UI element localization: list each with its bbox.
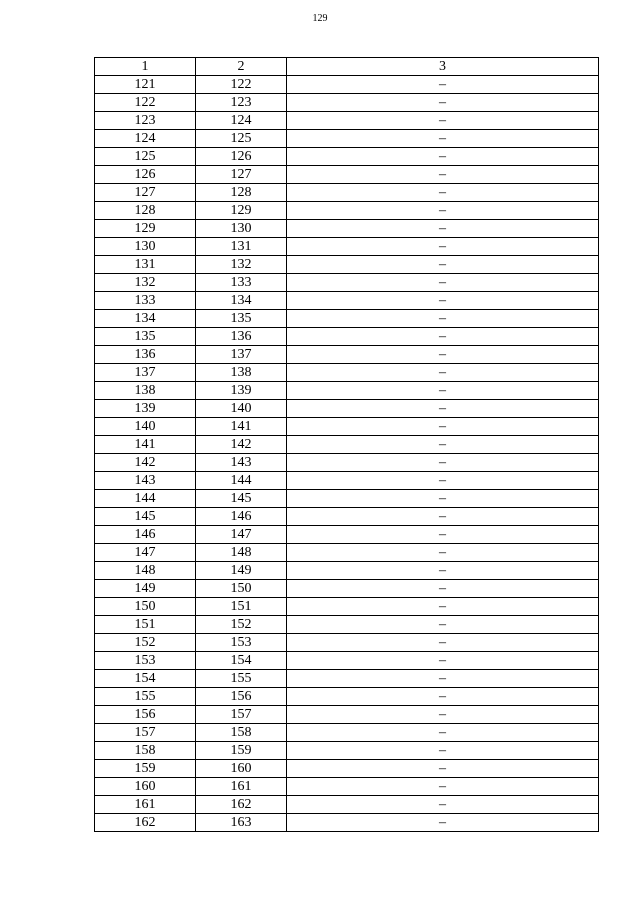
table-cell-col2: 129 xyxy=(196,202,287,220)
table-cell-col2: 145 xyxy=(196,490,287,508)
table-cell-col1: 146 xyxy=(95,526,196,544)
table-cell-col1: 125 xyxy=(95,148,196,166)
table-cell-col2: 135 xyxy=(196,310,287,328)
table-cell-col2: 123 xyxy=(196,94,287,112)
table-cell-col1: 122 xyxy=(95,94,196,112)
table-cell-col3: – xyxy=(287,652,599,670)
table-cell-col1: 162 xyxy=(95,814,196,832)
table-cell-col2: 142 xyxy=(196,436,287,454)
table-row xyxy=(95,508,599,526)
table-row xyxy=(95,490,599,508)
column-header-1: 1 xyxy=(95,58,196,76)
table-cell-col3: – xyxy=(287,814,599,832)
table-cell-col3: – xyxy=(287,526,599,544)
table-cell-col3: – xyxy=(287,346,599,364)
table-cell-col3: – xyxy=(287,418,599,436)
table-cell-col3: – xyxy=(287,724,599,742)
table-cell-col3: – xyxy=(287,220,599,238)
table-cell-col3: – xyxy=(287,688,599,706)
table-cell-col3: – xyxy=(287,364,599,382)
table-cell-col1: 158 xyxy=(95,742,196,760)
table-cell-col2: 128 xyxy=(196,184,287,202)
table-row xyxy=(95,742,599,760)
data-table xyxy=(94,57,599,832)
table-row xyxy=(95,652,599,670)
table-cell-col3: – xyxy=(287,238,599,256)
table-cell-col1: 127 xyxy=(95,184,196,202)
table-row xyxy=(95,634,599,652)
table-cell-col3: – xyxy=(287,508,599,526)
table-cell-col2: 150 xyxy=(196,580,287,598)
table-cell-col1: 140 xyxy=(95,418,196,436)
table-cell-col1: 123 xyxy=(95,112,196,130)
table-cell-col2: 141 xyxy=(196,418,287,436)
table-row xyxy=(95,562,599,580)
table-cell-col3: – xyxy=(287,778,599,796)
table-cell-col2: 163 xyxy=(196,814,287,832)
table-row xyxy=(95,382,599,400)
table-cell-col1: 149 xyxy=(95,580,196,598)
table-cell-col1: 134 xyxy=(95,310,196,328)
table-cell-col1: 151 xyxy=(95,616,196,634)
table-row xyxy=(95,310,599,328)
table-cell-col2: 134 xyxy=(196,292,287,310)
table-cell-col2: 147 xyxy=(196,526,287,544)
table-row xyxy=(95,274,599,292)
table-cell-col2: 126 xyxy=(196,148,287,166)
table-row xyxy=(95,688,599,706)
table-cell-col3: – xyxy=(287,184,599,202)
table-cell-col3: – xyxy=(287,706,599,724)
table-cell-col1: 130 xyxy=(95,238,196,256)
table-cell-col3: – xyxy=(287,634,599,652)
table-cell-col1: 128 xyxy=(95,202,196,220)
table-cell-col2: 146 xyxy=(196,508,287,526)
table-cell-col1: 137 xyxy=(95,364,196,382)
table-cell-col2: 125 xyxy=(196,130,287,148)
table-cell-col3: – xyxy=(287,166,599,184)
table-row xyxy=(95,328,599,346)
table-cell-col1: 131 xyxy=(95,256,196,274)
table-cell-col2: 127 xyxy=(196,166,287,184)
table-cell-col2: 159 xyxy=(196,742,287,760)
table-row xyxy=(95,544,599,562)
table-cell-col2: 153 xyxy=(196,634,287,652)
table-cell-col1: 144 xyxy=(95,490,196,508)
table-cell-col1: 136 xyxy=(95,346,196,364)
table-cell-col2: 155 xyxy=(196,670,287,688)
table-row xyxy=(95,238,599,256)
table-cell-col1: 148 xyxy=(95,562,196,580)
table-cell-col1: 135 xyxy=(95,328,196,346)
table-cell-col1: 126 xyxy=(95,166,196,184)
table-row xyxy=(95,454,599,472)
table-cell-col1: 160 xyxy=(95,778,196,796)
table-cell-col1: 129 xyxy=(95,220,196,238)
table-row xyxy=(95,616,599,634)
table-row xyxy=(95,526,599,544)
table-cell-col1: 156 xyxy=(95,706,196,724)
header-row xyxy=(95,58,599,76)
table-cell-col2: 143 xyxy=(196,454,287,472)
table-cell-col3: – xyxy=(287,436,599,454)
table-row xyxy=(95,706,599,724)
table-cell-col3: – xyxy=(287,580,599,598)
table-cell-col2: 156 xyxy=(196,688,287,706)
table-cell-col3: – xyxy=(287,130,599,148)
table-row xyxy=(95,418,599,436)
table-cell-col2: 138 xyxy=(196,364,287,382)
table-cell-col1: 139 xyxy=(95,400,196,418)
table-cell-col3: – xyxy=(287,742,599,760)
table-cell-col3: – xyxy=(287,328,599,346)
table-row xyxy=(95,760,599,778)
table-row xyxy=(95,472,599,490)
table-cell-col1: 145 xyxy=(95,508,196,526)
table-row xyxy=(95,724,599,742)
table-row xyxy=(95,292,599,310)
table-row xyxy=(95,202,599,220)
table-row xyxy=(95,112,599,130)
table-row xyxy=(95,76,599,94)
table-cell-col2: 137 xyxy=(196,346,287,364)
table-cell-col1: 157 xyxy=(95,724,196,742)
table-cell-col3: – xyxy=(287,76,599,94)
table-row xyxy=(95,400,599,418)
table-row xyxy=(95,94,599,112)
table-cell-col3: – xyxy=(287,544,599,562)
table-cell-col1: 152 xyxy=(95,634,196,652)
table-cell-col3: – xyxy=(287,112,599,130)
table-cell-col2: 158 xyxy=(196,724,287,742)
table-cell-col2: 144 xyxy=(196,472,287,490)
table-cell-col1: 155 xyxy=(95,688,196,706)
table-cell-col3: – xyxy=(287,760,599,778)
table-cell-col3: – xyxy=(287,796,599,814)
table-cell-col3: – xyxy=(287,400,599,418)
table-cell-col1: 161 xyxy=(95,796,196,814)
table-cell-col1: 121 xyxy=(95,76,196,94)
table-row xyxy=(95,256,599,274)
table-cell-col2: 161 xyxy=(196,778,287,796)
table-cell-col2: 124 xyxy=(196,112,287,130)
table-cell-col2: 151 xyxy=(196,598,287,616)
table-row xyxy=(95,346,599,364)
table-row xyxy=(95,166,599,184)
table-cell-col3: – xyxy=(287,94,599,112)
table-cell-col3: – xyxy=(287,670,599,688)
table-cell-col3: – xyxy=(287,472,599,490)
table-cell-col3: – xyxy=(287,454,599,472)
table-cell-col3: – xyxy=(287,382,599,400)
table-cell-col1: 154 xyxy=(95,670,196,688)
table-cell-col1: 143 xyxy=(95,472,196,490)
table-header xyxy=(95,58,599,76)
table-cell-col2: 139 xyxy=(196,382,287,400)
table-cell-col1: 124 xyxy=(95,130,196,148)
table-cell-col2: 136 xyxy=(196,328,287,346)
table-row xyxy=(95,814,599,832)
table-cell-col3: – xyxy=(287,274,599,292)
table-cell-col3: – xyxy=(287,202,599,220)
column-header-3: 3 xyxy=(287,58,599,76)
table-body xyxy=(95,76,599,832)
table-cell-col3: – xyxy=(287,490,599,508)
table-row xyxy=(95,184,599,202)
table-cell-col3: – xyxy=(287,562,599,580)
table-cell-col2: 160 xyxy=(196,760,287,778)
table-cell-col2: 133 xyxy=(196,274,287,292)
table-cell-col2: 132 xyxy=(196,256,287,274)
table-cell-col3: – xyxy=(287,616,599,634)
table-row xyxy=(95,148,599,166)
table-cell-col1: 159 xyxy=(95,760,196,778)
table-cell-col3: – xyxy=(287,598,599,616)
table-row xyxy=(95,796,599,814)
table-cell-col2: 140 xyxy=(196,400,287,418)
table-row xyxy=(95,220,599,238)
table-cell-col1: 153 xyxy=(95,652,196,670)
table-cell-col3: – xyxy=(287,292,599,310)
table-cell-col2: 131 xyxy=(196,238,287,256)
column-header-2: 2 xyxy=(196,58,287,76)
page-number: 129 xyxy=(312,13,328,24)
table-cell-col2: 157 xyxy=(196,706,287,724)
table-row xyxy=(95,778,599,796)
table-row xyxy=(95,130,599,148)
table-cell-col3: – xyxy=(287,256,599,274)
table-row xyxy=(95,670,599,688)
table-cell-col2: 149 xyxy=(196,562,287,580)
table-row xyxy=(95,598,599,616)
table-cell-col2: 154 xyxy=(196,652,287,670)
table-cell-col1: 147 xyxy=(95,544,196,562)
table-row xyxy=(95,436,599,454)
table-cell-col2: 130 xyxy=(196,220,287,238)
table-cell-col2: 152 xyxy=(196,616,287,634)
table-cell-col1: 150 xyxy=(95,598,196,616)
table-cell-col1: 133 xyxy=(95,292,196,310)
table-row xyxy=(95,580,599,598)
table-cell-col2: 162 xyxy=(196,796,287,814)
table-cell-col3: – xyxy=(287,310,599,328)
table-cell-col2: 148 xyxy=(196,544,287,562)
table-cell-col2: 122 xyxy=(196,76,287,94)
table-cell-col1: 142 xyxy=(95,454,196,472)
table-cell-col1: 132 xyxy=(95,274,196,292)
table-cell-col1: 138 xyxy=(95,382,196,400)
table-cell-col1: 141 xyxy=(95,436,196,454)
table-cell-col3: – xyxy=(287,148,599,166)
table-row xyxy=(95,364,599,382)
